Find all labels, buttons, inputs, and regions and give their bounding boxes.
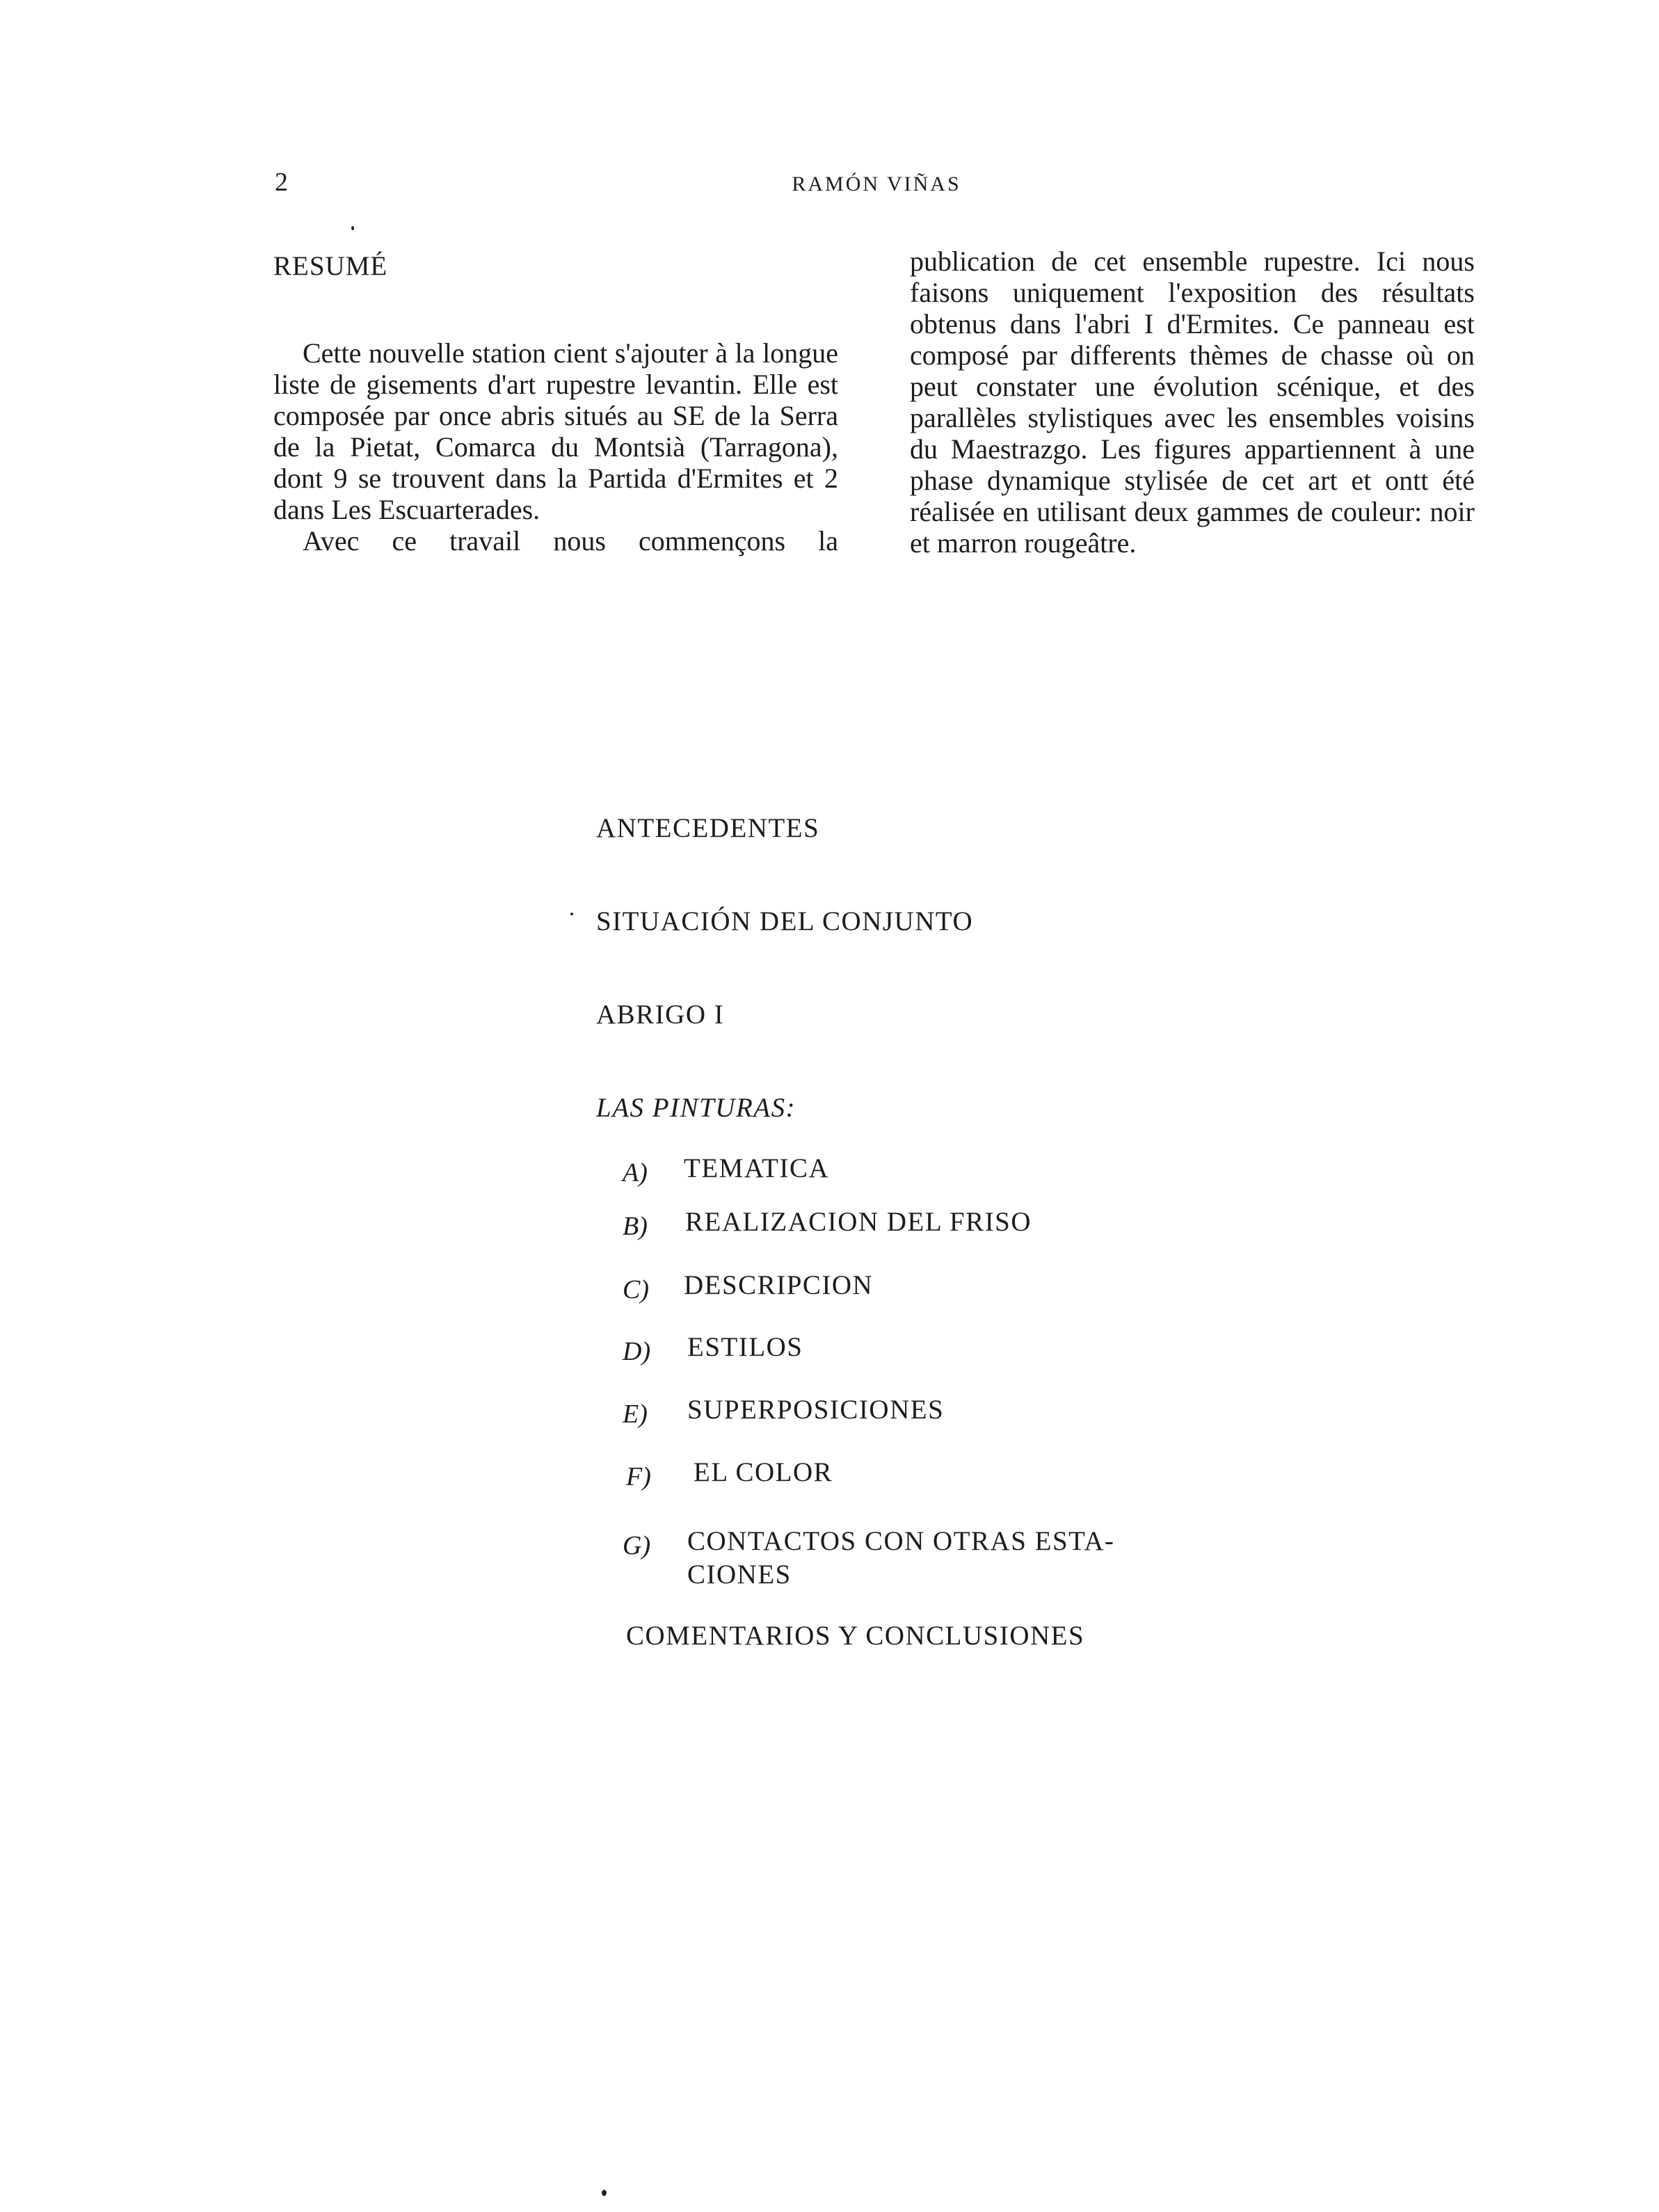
toc-contactos: CONTACTOS CON OTRAS ESTA-: [687, 1526, 1115, 1556]
page-number: 2: [275, 168, 288, 197]
toc-superposiciones: SUPERPOSICIONES: [687, 1395, 945, 1425]
toc-letter-b: B): [623, 1212, 648, 1241]
toc-letter-d: D): [623, 1337, 651, 1366]
resume-left-column: [273, 337, 838, 556]
toc-tematica: TEMATICA: [684, 1153, 830, 1183]
resume-right-column: [910, 246, 1475, 559]
resume-paragraph-3: publication de cet ensemble rupestre. Ici nous faisons uniquement l'exposition des résultats obtenus dans l'abri I d'Ermites. Ce panneau est composé par differents thèmes de chasse où on peut constater une évolution scénique, et des parallèles stylistiques avec les ensembles voisins du Maestrazgo. Les figures appartiennent à une phase dynamique stylisée de cet art et ontt été réalisée en utilisant deux gammes de couleur: noir et marron rougeâtre.: [910, 246, 1475, 559]
toc-comentarios: COMENTARIOS Y CONCLUSIONES: [626, 1621, 1085, 1651]
ink-speck: [570, 913, 573, 915]
running-head: RAMÓN VIÑAS: [792, 173, 961, 195]
toc-antecedentes: ANTECEDENTES: [596, 813, 820, 843]
toc-estilos: ESTILOS: [687, 1332, 803, 1362]
resume-paragraph-1: Cette nouvelle station cient s'ajouter à la longue liste de gisements d'art rupestre levantin. Elle est composée par once abris situés au SE de la Serra de la Pietat, Comarca du Montsià (Tarragona), dont 9 se trouvent dans la Partida d'Ermites et 2 dans Les Escuarterades.: [273, 337, 838, 525]
toc-realizacion: REALIZACION DEL FRISO: [685, 1207, 1032, 1237]
toc-letter-f: F): [626, 1462, 651, 1491]
toc-contactos-continuation: CIONES: [687, 1560, 792, 1589]
toc-situacion: SITUACIÓN DEL CONJUNTO: [596, 906, 974, 936]
toc-letter-e: E): [623, 1400, 648, 1429]
toc-el-color: EL COLOR: [694, 1457, 833, 1487]
toc-letter-a: A): [623, 1158, 648, 1187]
toc-las-pinturas: LAS PINTURAS:: [596, 1093, 796, 1123]
ink-speck: [602, 2190, 607, 2196]
toc-letter-g: G): [623, 1531, 651, 1560]
ink-speck: [351, 226, 354, 230]
toc-descripcion: DESCRIPCION: [684, 1270, 874, 1300]
resume-paragraph-2: Avec ce travail nous commençons la: [303, 525, 838, 556]
toc-letter-c: C): [623, 1275, 649, 1304]
toc-abrigo: ABRIGO I: [596, 1000, 725, 1029]
resume-heading: RESUMÉ: [273, 251, 388, 281]
